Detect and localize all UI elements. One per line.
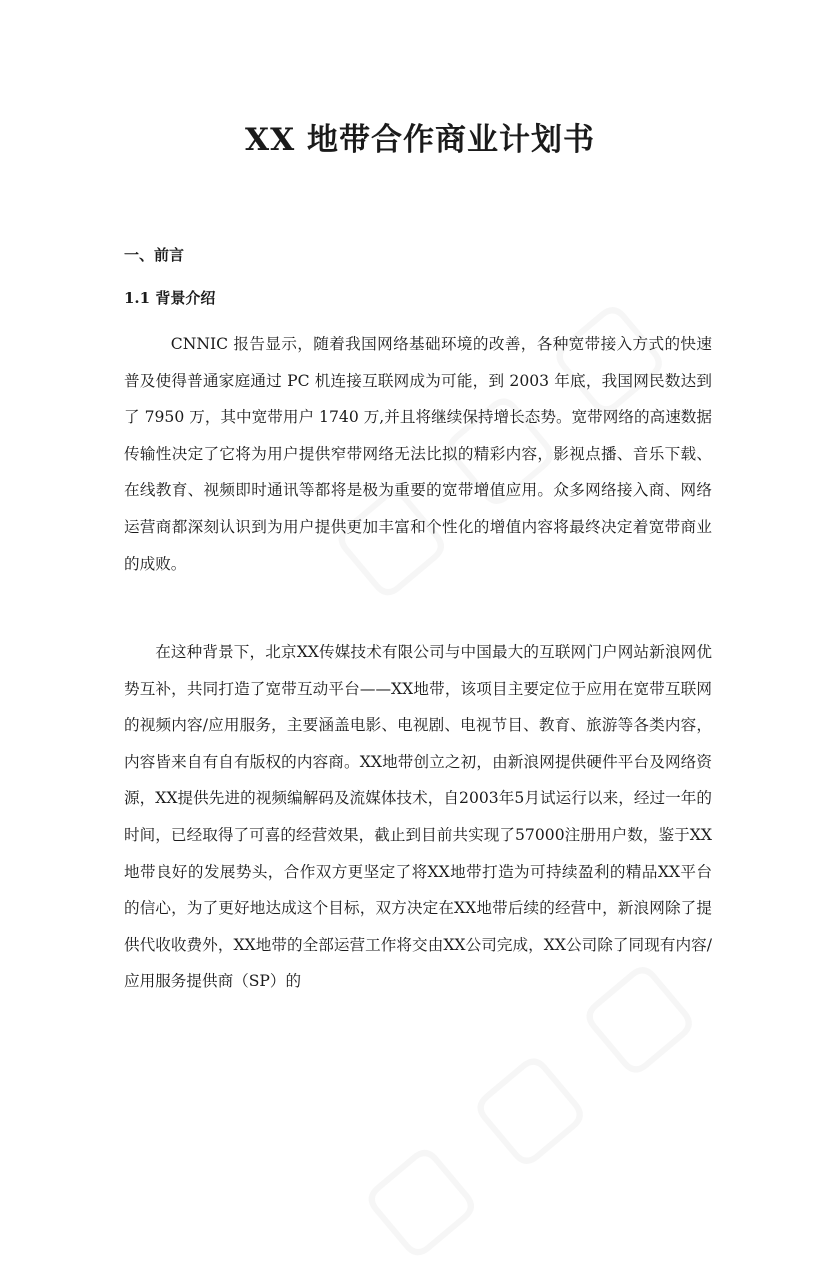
section-heading: 一、前言 — [124, 246, 185, 264]
body-paragraph: CNNIC 报告显示，随着我国网络基础环境的改善，各种宽带接入方式的快速普及使得普通家庭通过 PC 机连接互联网成为可能，到 2003 年底，我国网民数达到了 7950 万，其中宽带用户 1740 万,并且将继续保持增长态势。宽带网络的高速数据传输性决定了它将为用户提供窄带网络无法比拟的精彩内容，影视点播、音乐下载、在线教育、视频即时通讯等都将是极为重要的宽带增值应用。众多网络接入商、网络运营商都深刻认识到为用户提供更加丰富和个性化的增值内容将最终决定着宽带商业的成败。 — [124, 335, 712, 573]
document-title: XX 地带合作商业计划书 — [245, 122, 595, 158]
body-paragraph: 在这种背景下，北京XX传媒技术有限公司与中国最大的互联网门户网站新浪网优势互补，共同打造了宽带互动平台——XX地带，该项目主要定位于应用在宽带互联网的视频内容/应用服务，主要涵盖电影、电视剧、电视节目、教育、旅游等各类内容，内容皆来自有自有版权的内容商。XX地带创立之初，由新浪网提供硬件平台及网络资源，XX提供先进的视频编解码及流媒体技术，自2003年5月试运行以来，经过一年的时间，已经取得了可喜的经营效果，截止到目前共实现了57000注册用户数，鉴于XX地带良好的发展势头，合作双方更坚定了将XX地带打造为可持续盈利的精品XX平台的信心，为了更好地达成这个目标，双方决定在XX地带后续的经营中，新浪网除了提供代收收费外，XX地带的全部运营工作将交由XX公司完成，XX公司除了同现有内容/应用服务提供商（SP）的 — [124, 643, 712, 991]
subsection-heading: 1.1 背景介绍 — [124, 289, 216, 307]
